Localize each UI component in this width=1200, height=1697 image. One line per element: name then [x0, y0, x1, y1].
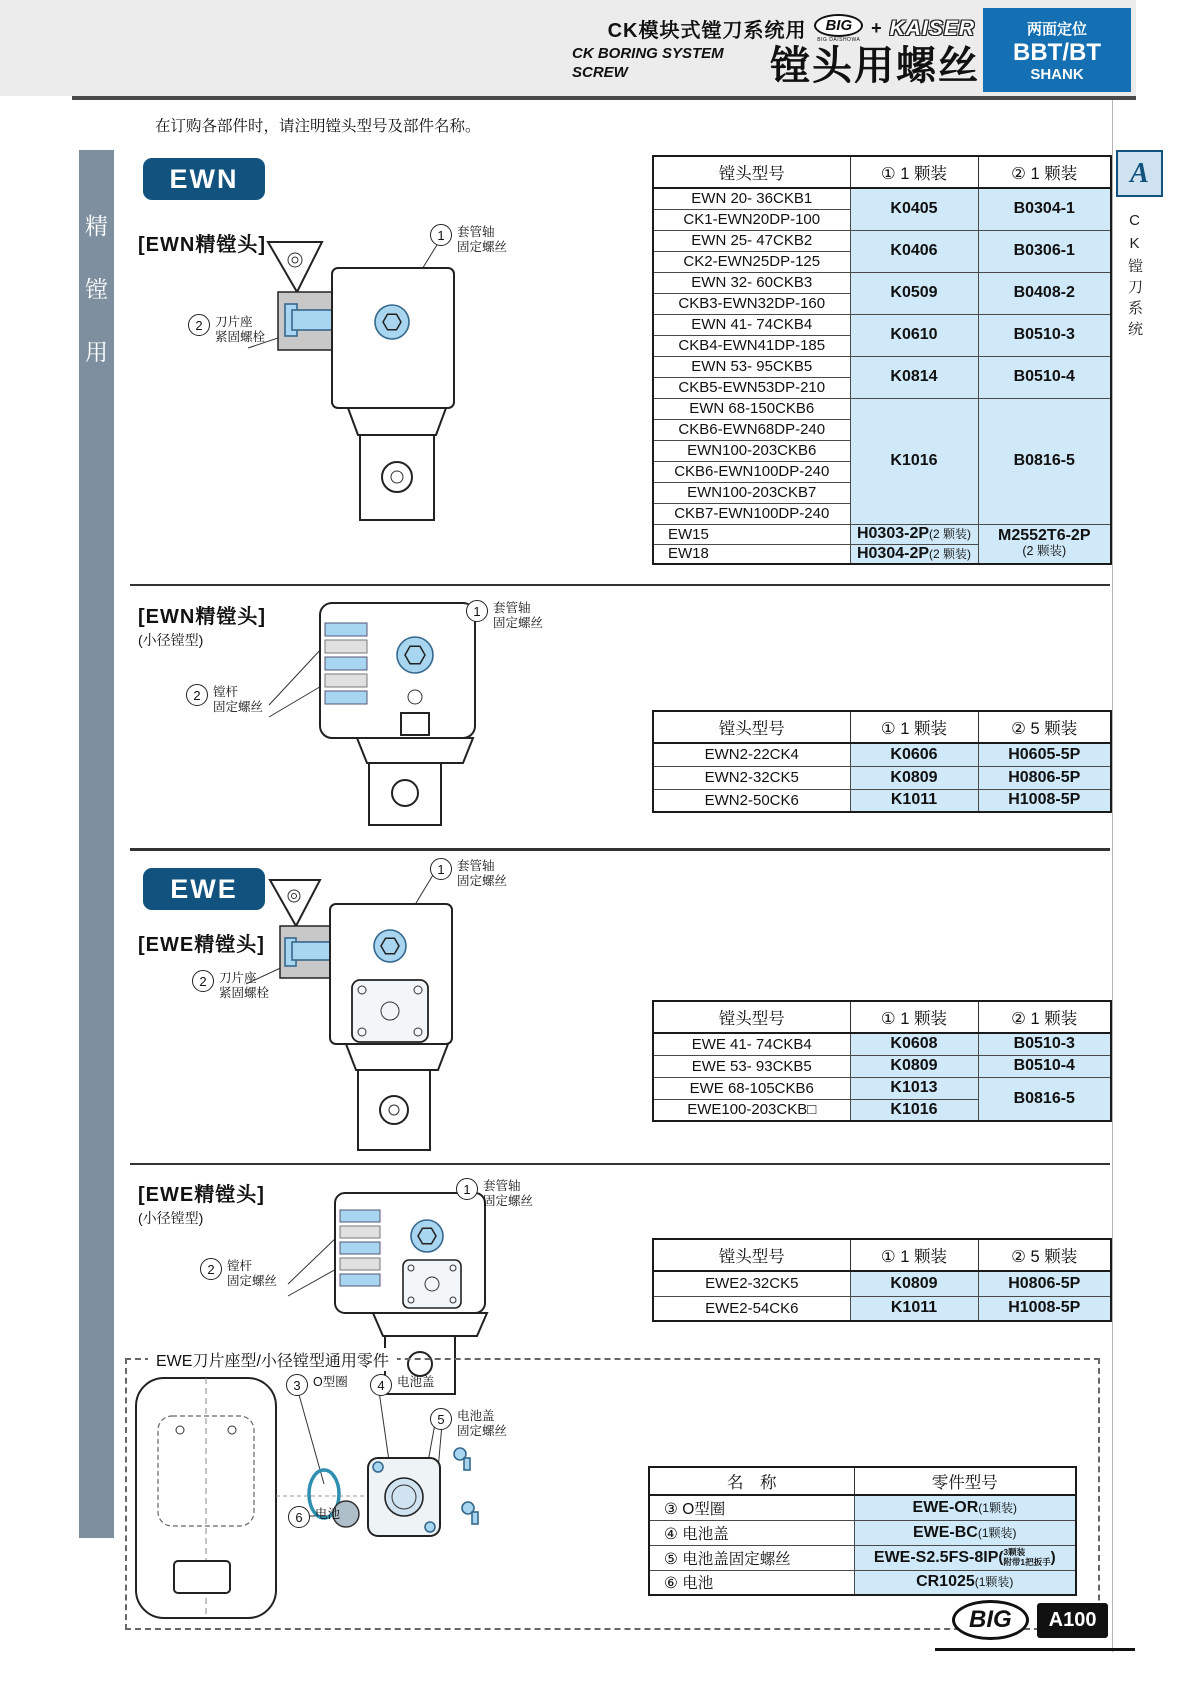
table-cell: EWN2-32CK5 [653, 766, 850, 789]
shank-badge-line2: BBT/BT [1013, 39, 1101, 66]
callout-number: 1 [466, 600, 488, 622]
ewn-section-label: [EWN精镗头] [138, 234, 266, 256]
big-logo-footer: BIG [952, 1600, 1029, 1640]
table-row [653, 743, 1111, 766]
shank-badge-line1: 两面定位 [1026, 21, 1087, 38]
table-cell: EWN100-203CKB7 [653, 482, 850, 503]
table-cell: EWN2-22CK4 [653, 743, 850, 766]
callout-number: 2 [186, 684, 208, 706]
table-cell: H1008-5P [978, 789, 1111, 812]
callout-battery-cover [370, 1374, 435, 1396]
ewn-head-diagram [240, 230, 510, 535]
callout-sleeve-screw [430, 858, 507, 889]
left-bar-char: 用 [85, 339, 108, 365]
callout-number: 2 [200, 1258, 222, 1280]
table-cell: EWN2-50CK6 [653, 789, 850, 812]
table-cell: EWE 68-105CKB6 [653, 1077, 850, 1099]
callout-text: 固定螺丝 [483, 1193, 534, 1208]
callout-sleeve-screw [466, 600, 543, 631]
table-cell: EWN 20- 36CKB1 [653, 188, 850, 209]
callout-text: 镗杆 [213, 685, 239, 699]
table-cell: EWE-BC(1颗装) [854, 1520, 1076, 1545]
table-cell: K0405 [850, 188, 978, 230]
header-title-cn-prefix: CK模块式镗刀系统用 [607, 20, 807, 42]
battery-parts-diagram [128, 1366, 508, 1631]
table-cell: EWE2-32CK5 [653, 1271, 850, 1296]
table-cell: B0306-1 [978, 230, 1111, 272]
table-cell: K1013 [850, 1077, 978, 1099]
table-cell: EWE-OR(1颗装) [854, 1495, 1076, 1520]
table-row [653, 272, 1111, 293]
table-cell: EWE-S2.5FS-8IP( 3颗装 附带1把扳手 ) [854, 1545, 1076, 1570]
table-cell: CKB6-EWN100DP-240 [653, 461, 850, 482]
index-tab: A [1116, 150, 1163, 197]
table-cell: H0304-2P(2 颗装) [850, 544, 978, 564]
callout-text: 刀片座 [219, 971, 257, 985]
table-cell: K0608 [850, 1033, 978, 1055]
ewe-badge: EWE [143, 868, 265, 910]
table-cell: K0809 [850, 1271, 978, 1296]
table-cell: EWN 68-150CKB6 [653, 398, 850, 419]
table-cell: B0408-2 [978, 272, 1111, 314]
column-header: ② 1 颗装 [978, 156, 1111, 188]
table-cell: EWE2-54CK6 [653, 1296, 850, 1321]
common-parts-title: EWE刀片座型/小径镗型通用零件 [148, 1348, 397, 1371]
table-row [649, 1570, 1076, 1595]
callout-battery [288, 1506, 340, 1528]
table-cell: H1008-5P [978, 1296, 1111, 1321]
table-cell: EWN 53- 95CKB5 [653, 356, 850, 377]
ewe-screw-table [652, 1000, 1112, 1122]
table-cell: EW18 [653, 544, 850, 564]
table-cell: ④ 电池盖 [649, 1520, 854, 1545]
header-subtitle-en [572, 44, 724, 82]
column-header: ② 5 颗装 [978, 711, 1111, 743]
ewn-badge: EWN [143, 158, 265, 200]
callout-bar-screw [200, 1258, 277, 1289]
callout-text: 电池盖 [457, 1409, 495, 1423]
table-row [653, 356, 1111, 377]
callout-number: 1 [430, 858, 452, 880]
table-row [649, 1495, 1076, 1520]
callout-text: 镗杆 [227, 1259, 253, 1273]
callout-number: 3 [286, 1374, 308, 1396]
table-row [649, 1545, 1076, 1570]
table-cell: B0510-4 [978, 356, 1111, 398]
table-row [653, 1296, 1111, 1321]
common-parts-table [648, 1466, 1077, 1596]
ewe-head-diagram [240, 862, 510, 1162]
kaiser-logo: KAISER [889, 16, 975, 40]
table-cell: CKB4-EWN41DP-185 [653, 335, 850, 356]
section-divider [130, 1163, 1110, 1165]
column-header: ② 1 颗装 [978, 1001, 1111, 1033]
table-row [653, 524, 1111, 544]
callout-number: 1 [456, 1178, 478, 1200]
table-cell: EWN 25- 47CKB2 [653, 230, 850, 251]
section-divider [130, 848, 1110, 851]
callout-number: 1 [430, 224, 452, 246]
ewn-small-section-label: [EWN精镗头] [138, 606, 266, 628]
table-row [653, 1033, 1111, 1055]
table-cell: B0510-4 [978, 1055, 1111, 1077]
callout-number: 4 [370, 1374, 392, 1396]
table-cell: ⑤ 电池盖固定螺丝 [649, 1545, 854, 1570]
callout-text: 套管轴 [457, 859, 495, 873]
table-cell: K1016 [850, 1099, 978, 1121]
table-cell: CKB3-EWN32DP-160 [653, 293, 850, 314]
table-cell: CK1-EWN20DP-100 [653, 209, 850, 230]
column-header: ① 1 颗装 [850, 156, 978, 188]
callout-number: 2 [192, 970, 214, 992]
left-bar-char: 精 [85, 213, 108, 239]
callout-text: 套管轴 [493, 601, 531, 615]
footer-rule [935, 1648, 1135, 1651]
table-cell: H0806-5P [978, 1271, 1111, 1296]
table-cell: CKB6-EWN68DP-240 [653, 419, 850, 440]
ewn-screw-table [652, 155, 1112, 565]
table-cell: K0509 [850, 272, 978, 314]
table-row [653, 230, 1111, 251]
column-header: 零件型号 [854, 1467, 1076, 1495]
page-edge-line [1112, 100, 1113, 1652]
big-logo-oval: BIG [814, 14, 863, 37]
table-cell: K1011 [850, 1296, 978, 1321]
column-header: 镗头型号 [653, 156, 850, 188]
table-cell: K1011 [850, 789, 978, 812]
callout-text: 固定螺丝 [227, 1273, 278, 1288]
table-row [649, 1520, 1076, 1545]
ewn-small-section-sub: (小径镗型) [138, 632, 204, 648]
callout-bar-screw [186, 684, 263, 715]
column-header: 名 称 [649, 1467, 854, 1495]
footer-logo-row [952, 1600, 1108, 1640]
page-title: 镗头用螺丝 [770, 44, 980, 88]
table-cell: CKB7-EWN100DP-240 [653, 503, 850, 524]
table-cell: H0303-2P(2 颗装) [850, 524, 978, 544]
left-category-bar [79, 150, 114, 1538]
page-number-badge: A100 [1037, 1603, 1109, 1638]
column-header: 镗头型号 [653, 711, 850, 743]
table-cell: EWN 32- 60CKB3 [653, 272, 850, 293]
table-row [653, 1055, 1111, 1077]
callout-text: O型圈 [313, 1375, 348, 1389]
column-header: 镗头型号 [653, 1001, 850, 1033]
callout-text: 套管轴 [483, 1179, 521, 1193]
table-cell: H0605-5P [978, 743, 1111, 766]
big-logo-subtext: BIG DAISHOWA [817, 37, 861, 43]
table-cell: EWE 53- 93CKB5 [653, 1055, 850, 1077]
table-cell: ③ O型圈 [649, 1495, 854, 1520]
callout-number: 6 [288, 1506, 310, 1528]
table-row [653, 789, 1111, 812]
table-cell: ⑥ 电池 [649, 1570, 854, 1595]
column-header: 镗头型号 [653, 1239, 850, 1271]
shank-badge-line3: SHANK [1030, 66, 1084, 83]
shank-badge [983, 8, 1131, 92]
ewe-small-section-label: [EWE精镗头] [138, 1184, 265, 1206]
table-cell: K0606 [850, 743, 978, 766]
callout-sleeve-screw [430, 224, 507, 255]
ewe-small-section-sub: (小径镗型) [138, 1210, 204, 1226]
table-cell: EWE100-203CKB□ [653, 1099, 850, 1121]
header-subtitle-en-line2: SCREW [572, 64, 628, 81]
ewe-small-screw-table [652, 1238, 1112, 1322]
callout-number: 5 [430, 1408, 452, 1430]
table-row [653, 1077, 1111, 1099]
callout-text: 紧固螺栓 [219, 985, 270, 1000]
table-cell: K0406 [850, 230, 978, 272]
column-header: ① 1 颗装 [850, 1001, 978, 1033]
table-row [653, 398, 1111, 419]
column-header: ② 5 颗装 [978, 1239, 1111, 1271]
table-cell: CKB5-EWN53DP-210 [653, 377, 850, 398]
callout-cover-screw [430, 1408, 507, 1439]
table-row [653, 188, 1111, 209]
side-category-label: CK镗刀系统 [1126, 212, 1143, 342]
table-cell: EWE 41- 74CKB4 [653, 1033, 850, 1055]
intro-note: 在订购各部件时，请注明镗头型号及部件名称。 [155, 118, 481, 135]
callout-text: 固定螺丝 [457, 1423, 508, 1438]
table-cell: EWN100-203CKB6 [653, 440, 850, 461]
table-cell: EWN 41- 74CKB4 [653, 314, 850, 335]
table-cell: K1016 [850, 398, 978, 524]
left-bar-char: 镗 [85, 276, 108, 302]
callout-cartridge-bolt [188, 314, 265, 345]
callout-text: 刀片座 [215, 315, 253, 329]
callout-text: 电池盖 [397, 1375, 435, 1389]
table-row [653, 314, 1111, 335]
callout-text: 固定螺丝 [457, 873, 508, 888]
table-cell: K0814 [850, 356, 978, 398]
table-cell: H0806-5P [978, 766, 1111, 789]
table-row [653, 1271, 1111, 1296]
callout-number: 2 [188, 314, 210, 336]
callout-o-ring [286, 1374, 348, 1396]
table-cell: K0809 [850, 1055, 978, 1077]
header-rule [72, 96, 1136, 100]
column-header: ① 1 颗装 [850, 1239, 978, 1271]
ewe-section-label: [EWE精镗头] [138, 934, 265, 956]
table-cell: B0510-3 [978, 1033, 1111, 1055]
callout-text: 固定螺丝 [457, 239, 508, 254]
plus-sign: + [871, 18, 882, 38]
header-subtitle-en-line1: CK BORING SYSTEM [572, 45, 724, 62]
callout-text: 固定螺丝 [213, 699, 264, 714]
ewn-small-screw-table [652, 710, 1112, 813]
callout-text: 紧固螺栓 [215, 329, 266, 344]
table-cell: B0510-3 [978, 314, 1111, 356]
column-header: ① 1 颗装 [850, 711, 978, 743]
table-cell: M2552T6-2P (2 颗装) [978, 524, 1111, 564]
table-cell: EW15 [653, 524, 850, 544]
table-cell: K0809 [850, 766, 978, 789]
table-cell: B0304-1 [978, 188, 1111, 230]
callout-sleeve-screw [456, 1178, 533, 1209]
callout-cartridge-bolt [192, 970, 269, 1001]
table-cell: CK2-EWN25DP-125 [653, 251, 850, 272]
callout-text: 固定螺丝 [493, 615, 544, 630]
callout-text: 电池 [315, 1507, 341, 1521]
table-cell: K0610 [850, 314, 978, 356]
table-row [653, 766, 1111, 789]
callout-text: 套管轴 [457, 225, 495, 239]
table-cell: CR1025(1颗装) [854, 1570, 1076, 1595]
table-cell: B0816-5 [978, 1077, 1111, 1121]
table-cell: B0816-5 [978, 398, 1111, 524]
